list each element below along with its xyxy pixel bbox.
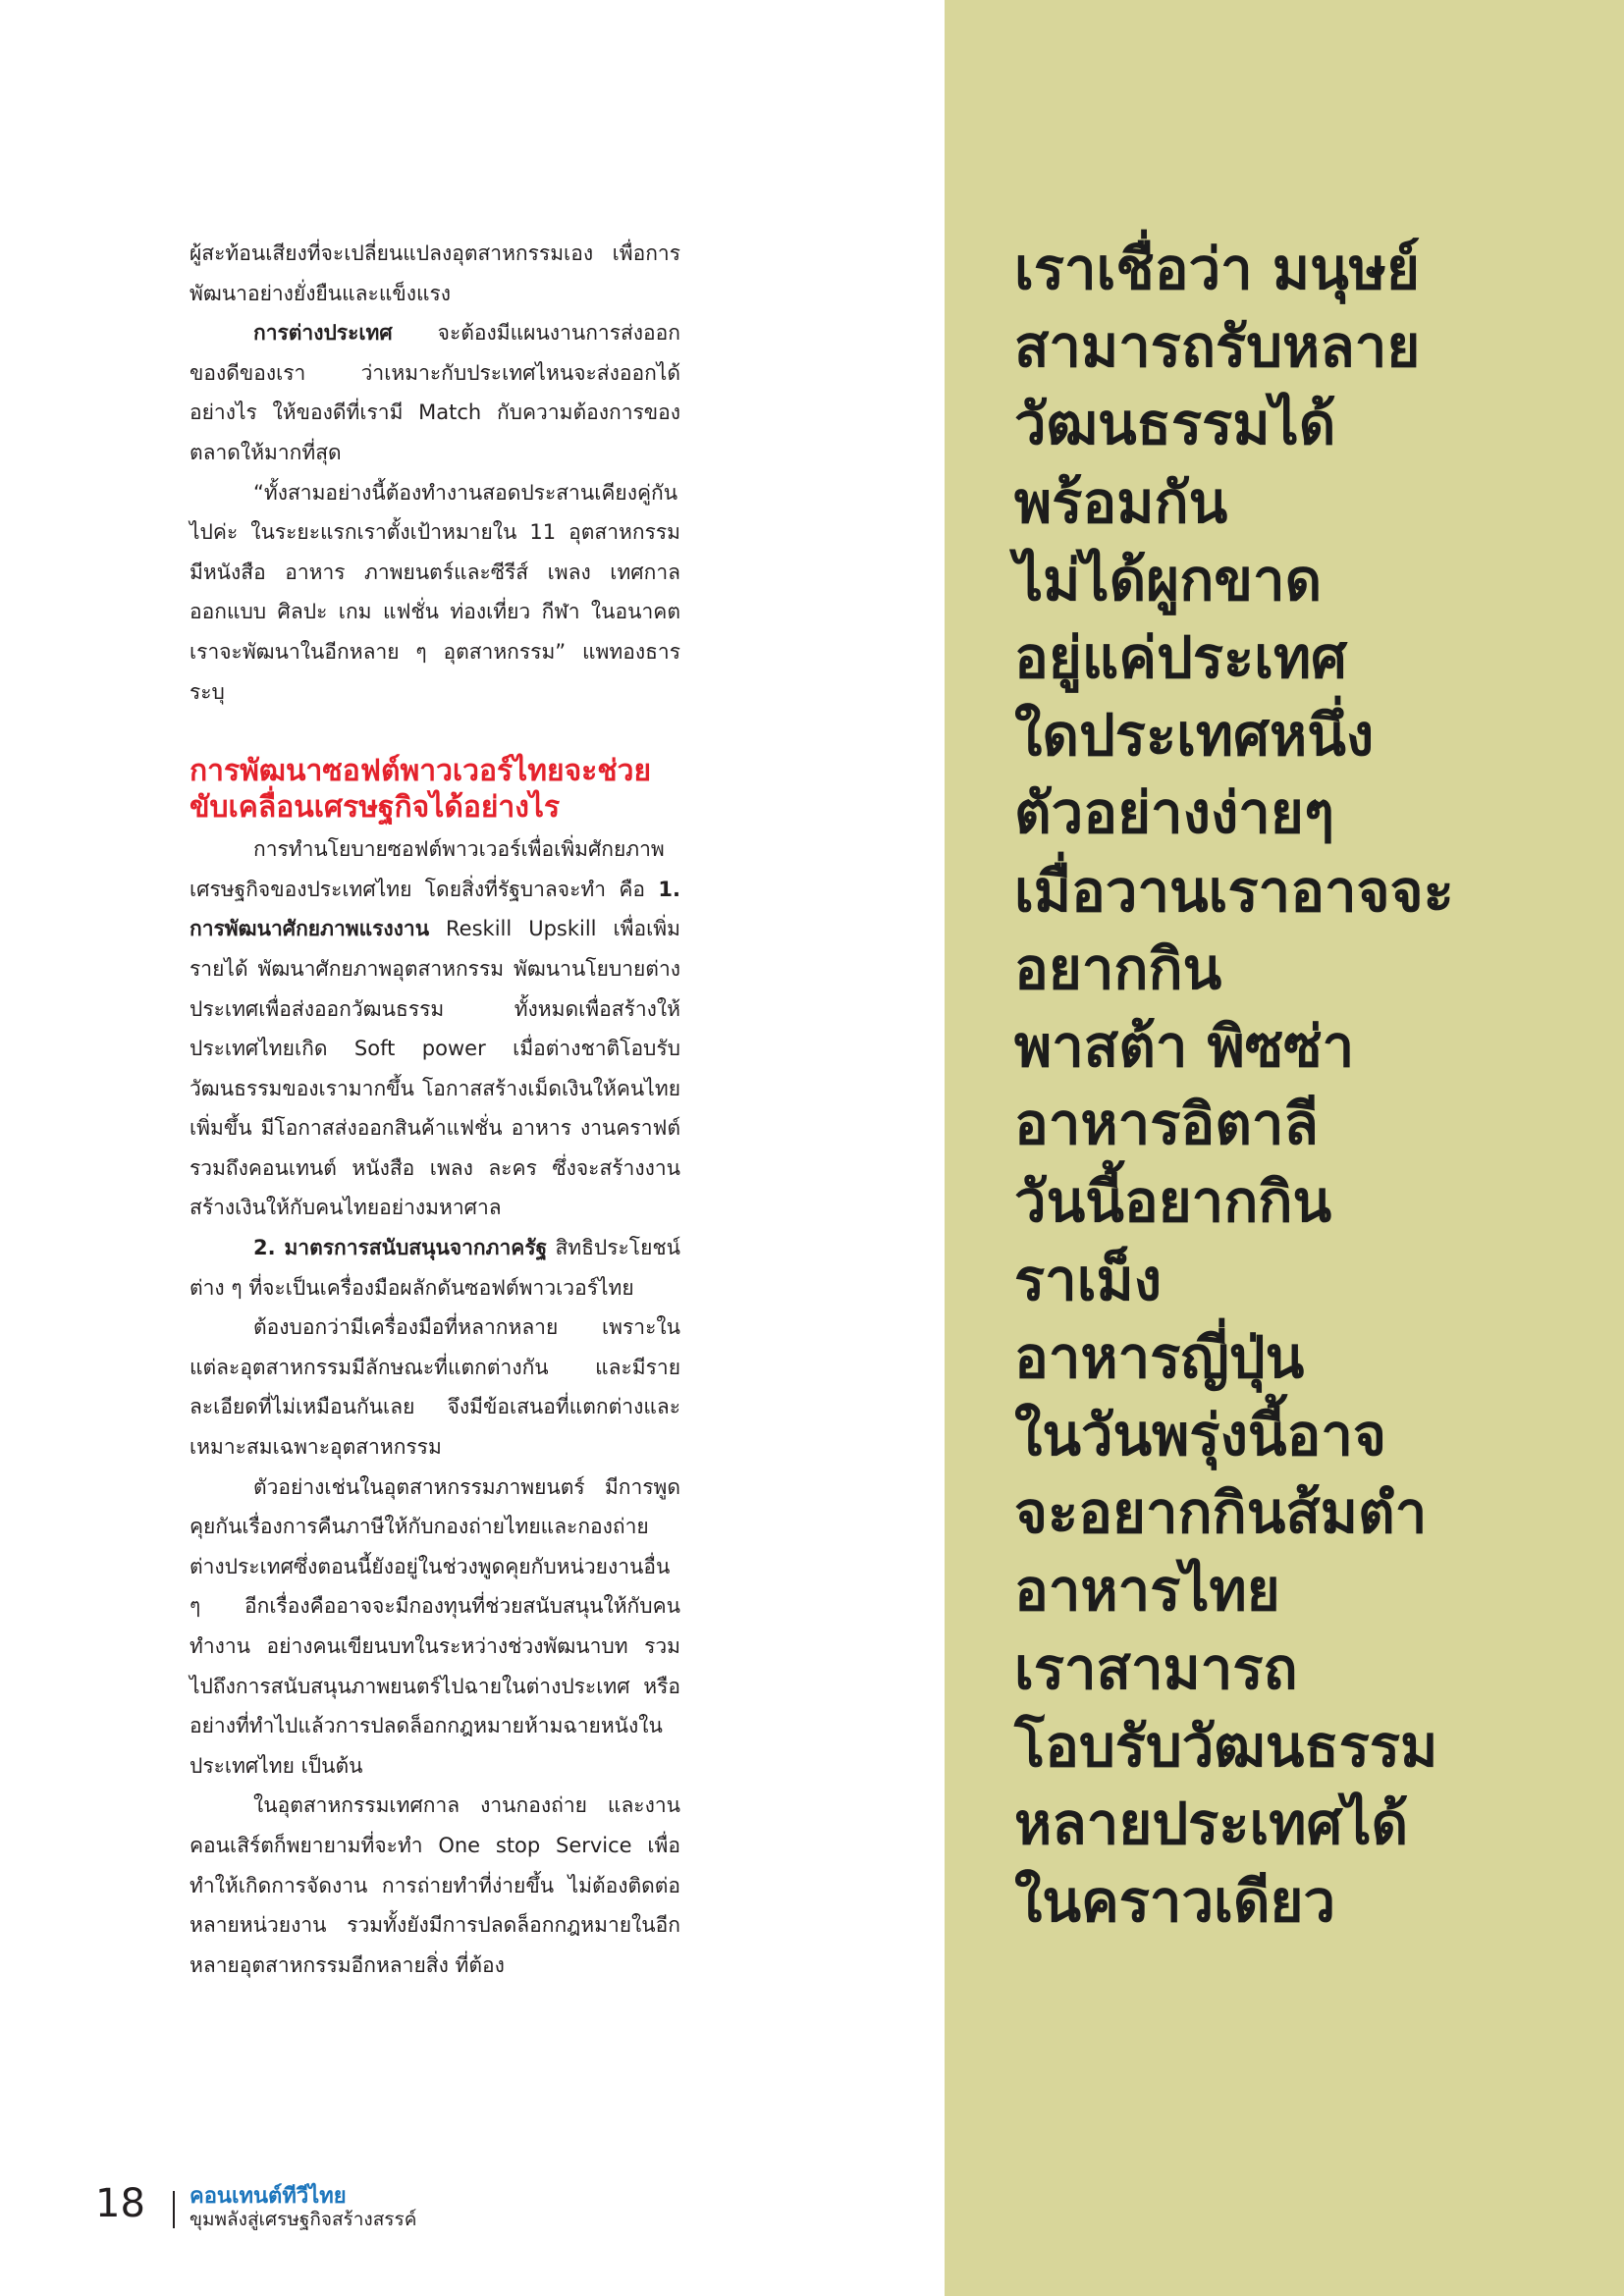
quote-line: พาสต้า พิซซ่า	[1014, 1013, 1355, 1081]
quote-line: อยู่แค่ประเทศ	[1014, 624, 1347, 692]
article-paragraph: “ทั้งสามอย่างนี้ต้องทำงานสอดประสานเคียงคู่กันไปค่ะ ในระยะแรกเราตั้งเป้าหมายใน 11 อุตสาหกรรม มีหนังสือ อาหาร ภาพยนตร์และซีรีส์ เพลง เทศกาล ออกแบบ ศิลปะ เกม แฟชั่น ท่องเที่ยว กีฬา ในอนาคตเราจะพัฒนาในอีกหลาย ๆ อุตสาหกรรม” แพทองธารระบุ	[189, 480, 680, 704]
article-paragraph: 2. มาตรการสนับสนุนจากภาครัฐ สิทธิประโยชน์ต่าง ๆ ที่จะเป็นเครื่องมือผลักดันซอฟต์พาวเวอร์ไทย	[189, 1236, 680, 1300]
footer-divider	[173, 2191, 175, 2228]
quote-line: พร้อมกัน	[1014, 468, 1228, 536]
article-paragraph: ผู้สะท้อนเสียงที่จะเปลี่ยนแปลงอุตสาหกรรมเอง เพื่อการพัฒนาอย่างยั่งยืนและแข็งแรง	[189, 241, 680, 305]
quote-line: เมื่อวานเราอาจจะ	[1014, 857, 1454, 925]
quote-line: อาหารญี่ปุ่น	[1014, 1323, 1305, 1391]
article-paragraph: ต้องบอกว่ามีเครื่องมือที่หลากหลาย เพราะในแต่ละอุตสาหกรรมมีลักษณะที่แตกต่างกัน และมีรายละเอียดที่ไม่เหมือนกันเลย จึงมีข้อเสนอที่แตกต่างและเหมาะสมเฉพาะอุตสาหกรรม	[189, 1315, 680, 1460]
footer-publication-title: คอนเทนต์ทีวีไทย	[189, 2184, 347, 2209]
bold-lead: 2. มาตรการสนับสนุนจากภาครัฐ	[253, 1236, 548, 1260]
quote-line: วัฒนธรรมได้	[1014, 391, 1336, 458]
page-number: 18	[95, 2181, 145, 2226]
article-paragraph: ตัวอย่างเช่นในอุตสาหกรรมภาพยนตร์ มีการพูดคุยกันเรื่องการคืนภาษีให้กับกองถ่ายไทยและกองถ่ายต่างประเทศซึ่งตอนนี้ยังอยู่ในช่วงพูดคุยกับหน่วยงานอื่น ๆ อีกเรื่องคืออาจจะมีกองทุนที่ช่วยสนับสนุนให้กับคนทำงาน อย่างคนเขียนบทในระหว่างช่วงพัฒนาบท รวมไปถึงการสนับสนุนภาพยนตร์ไปฉายในต่างประเทศ หรืออย่างที่ทำไปแล้วการปลดล็อกกฎหมายห้ามฉายหนังในประเทศไทย เป็นต้น	[189, 1474, 680, 1778]
quote-line: วันนี้อยากกิน	[1014, 1168, 1332, 1236]
quote-line: โอบรับวัฒนธรรม	[1014, 1712, 1438, 1780]
bold-lead: การต่างประเทศ	[253, 321, 393, 346]
footer-publication-subtitle: ขุมพลังสู่เศรษฐกิจสร้างสรรค์	[189, 2209, 417, 2230]
quote-line: ใดประเทศหนึ่ง	[1014, 702, 1375, 770]
article-paragraph: การทำนโยบายซอฟต์พาวเวอร์เพื่อเพิ่มศักยภาพเศรษฐกิจของประเทศไทย โดยสิ่งที่รัฐบาลจะทำ คือ 1. การพัฒนาศักยภาพแรงงาน Reskill Upskill เพื่อเพิ่มรายได้ พัฒนาศักยภาพอุตสาหกรรม พัฒนานโยบายต่างประเทศเพื่อส่งออกวัฒนธรรม ทั้งหมดเพื่อสร้างให้ประเทศไทยเกิด Soft power เมื่อต่างชาติโอบรับวัฒนธรรมของเรามากขึ้น โอกาสสร้างเม็ดเงินให้คนไทยเพิ่มขึ้น มีโอกาสส่งออกสินค้าแฟชั่น อาหาร งานคราฟต์ รวมถึงคอนเทนต์ หนังสือ เพลง ละคร ซึ่งจะสร้างงานสร้างเงินให้กับคนไทยอย่างมหาศาล	[189, 837, 680, 1220]
quote-line: สามารถรับหลาย	[1014, 313, 1421, 381]
quote-line: ราเม็ง	[1014, 1246, 1163, 1313]
quote-line: หลายประเทศได้	[1014, 1790, 1409, 1858]
quote-line: ในคราวเดียว	[1014, 1868, 1336, 1936]
quote-line: จะอยากกินส้มตำ	[1014, 1479, 1428, 1547]
quote-line: อยากกิน	[1014, 934, 1222, 1002]
quote-line: ไม่ได้ผูกขาด	[1014, 546, 1323, 614]
section-heading: การพัฒนาซอฟต์พาวเวอร์ไทยจะช่วยขับเคลื่อนเศรษฐกิจได้อย่างไร	[189, 754, 652, 826]
article-paragraph: ในอุตสาหกรรมเทศกาล งานกองถ่าย และงานคอนเสิร์ตก็พยายามที่จะทำ One stop Service เพื่อทำให้เกิดการจัดงาน การถ่ายทำที่ง่ายขึ้น ไม่ต้องติดต่อหลายหน่วยงาน รวมทั้งยังมีการปลดล็อกกฎหมายในอีกหลายอุตสาหกรรมอีกหลายสิ่ง ที่ต้อง	[189, 1793, 680, 1977]
quote-line: ในวันพรุ่งนี้อาจ	[1014, 1402, 1386, 1469]
quote-line: อาหารไทย	[1014, 1557, 1280, 1625]
bold-lead: 1. การพัฒนาศักยภาพแรงงาน	[189, 877, 680, 941]
pull-quote	[1014, 231, 1603, 1941]
quote-line: เราสามารถ	[1014, 1634, 1298, 1702]
quote-line: เราเชื่อว่า มนุษย์	[1014, 236, 1420, 302]
quote-line: ตัวอย่างง่ายๆ	[1014, 779, 1334, 847]
quote-line: อาหารอิตาลี	[1014, 1091, 1319, 1158]
article-body	[189, 234, 680, 1985]
article-paragraph: การต่างประเทศ จะต้องมีแผนงานการส่งออกของดีของเรา ว่าเหมาะกับประเทศไหนจะส่งออกได้อย่างไร ให้ของดีที่เรามี Match กับความต้องการของตลาดให้มากที่สุด	[189, 321, 680, 464]
